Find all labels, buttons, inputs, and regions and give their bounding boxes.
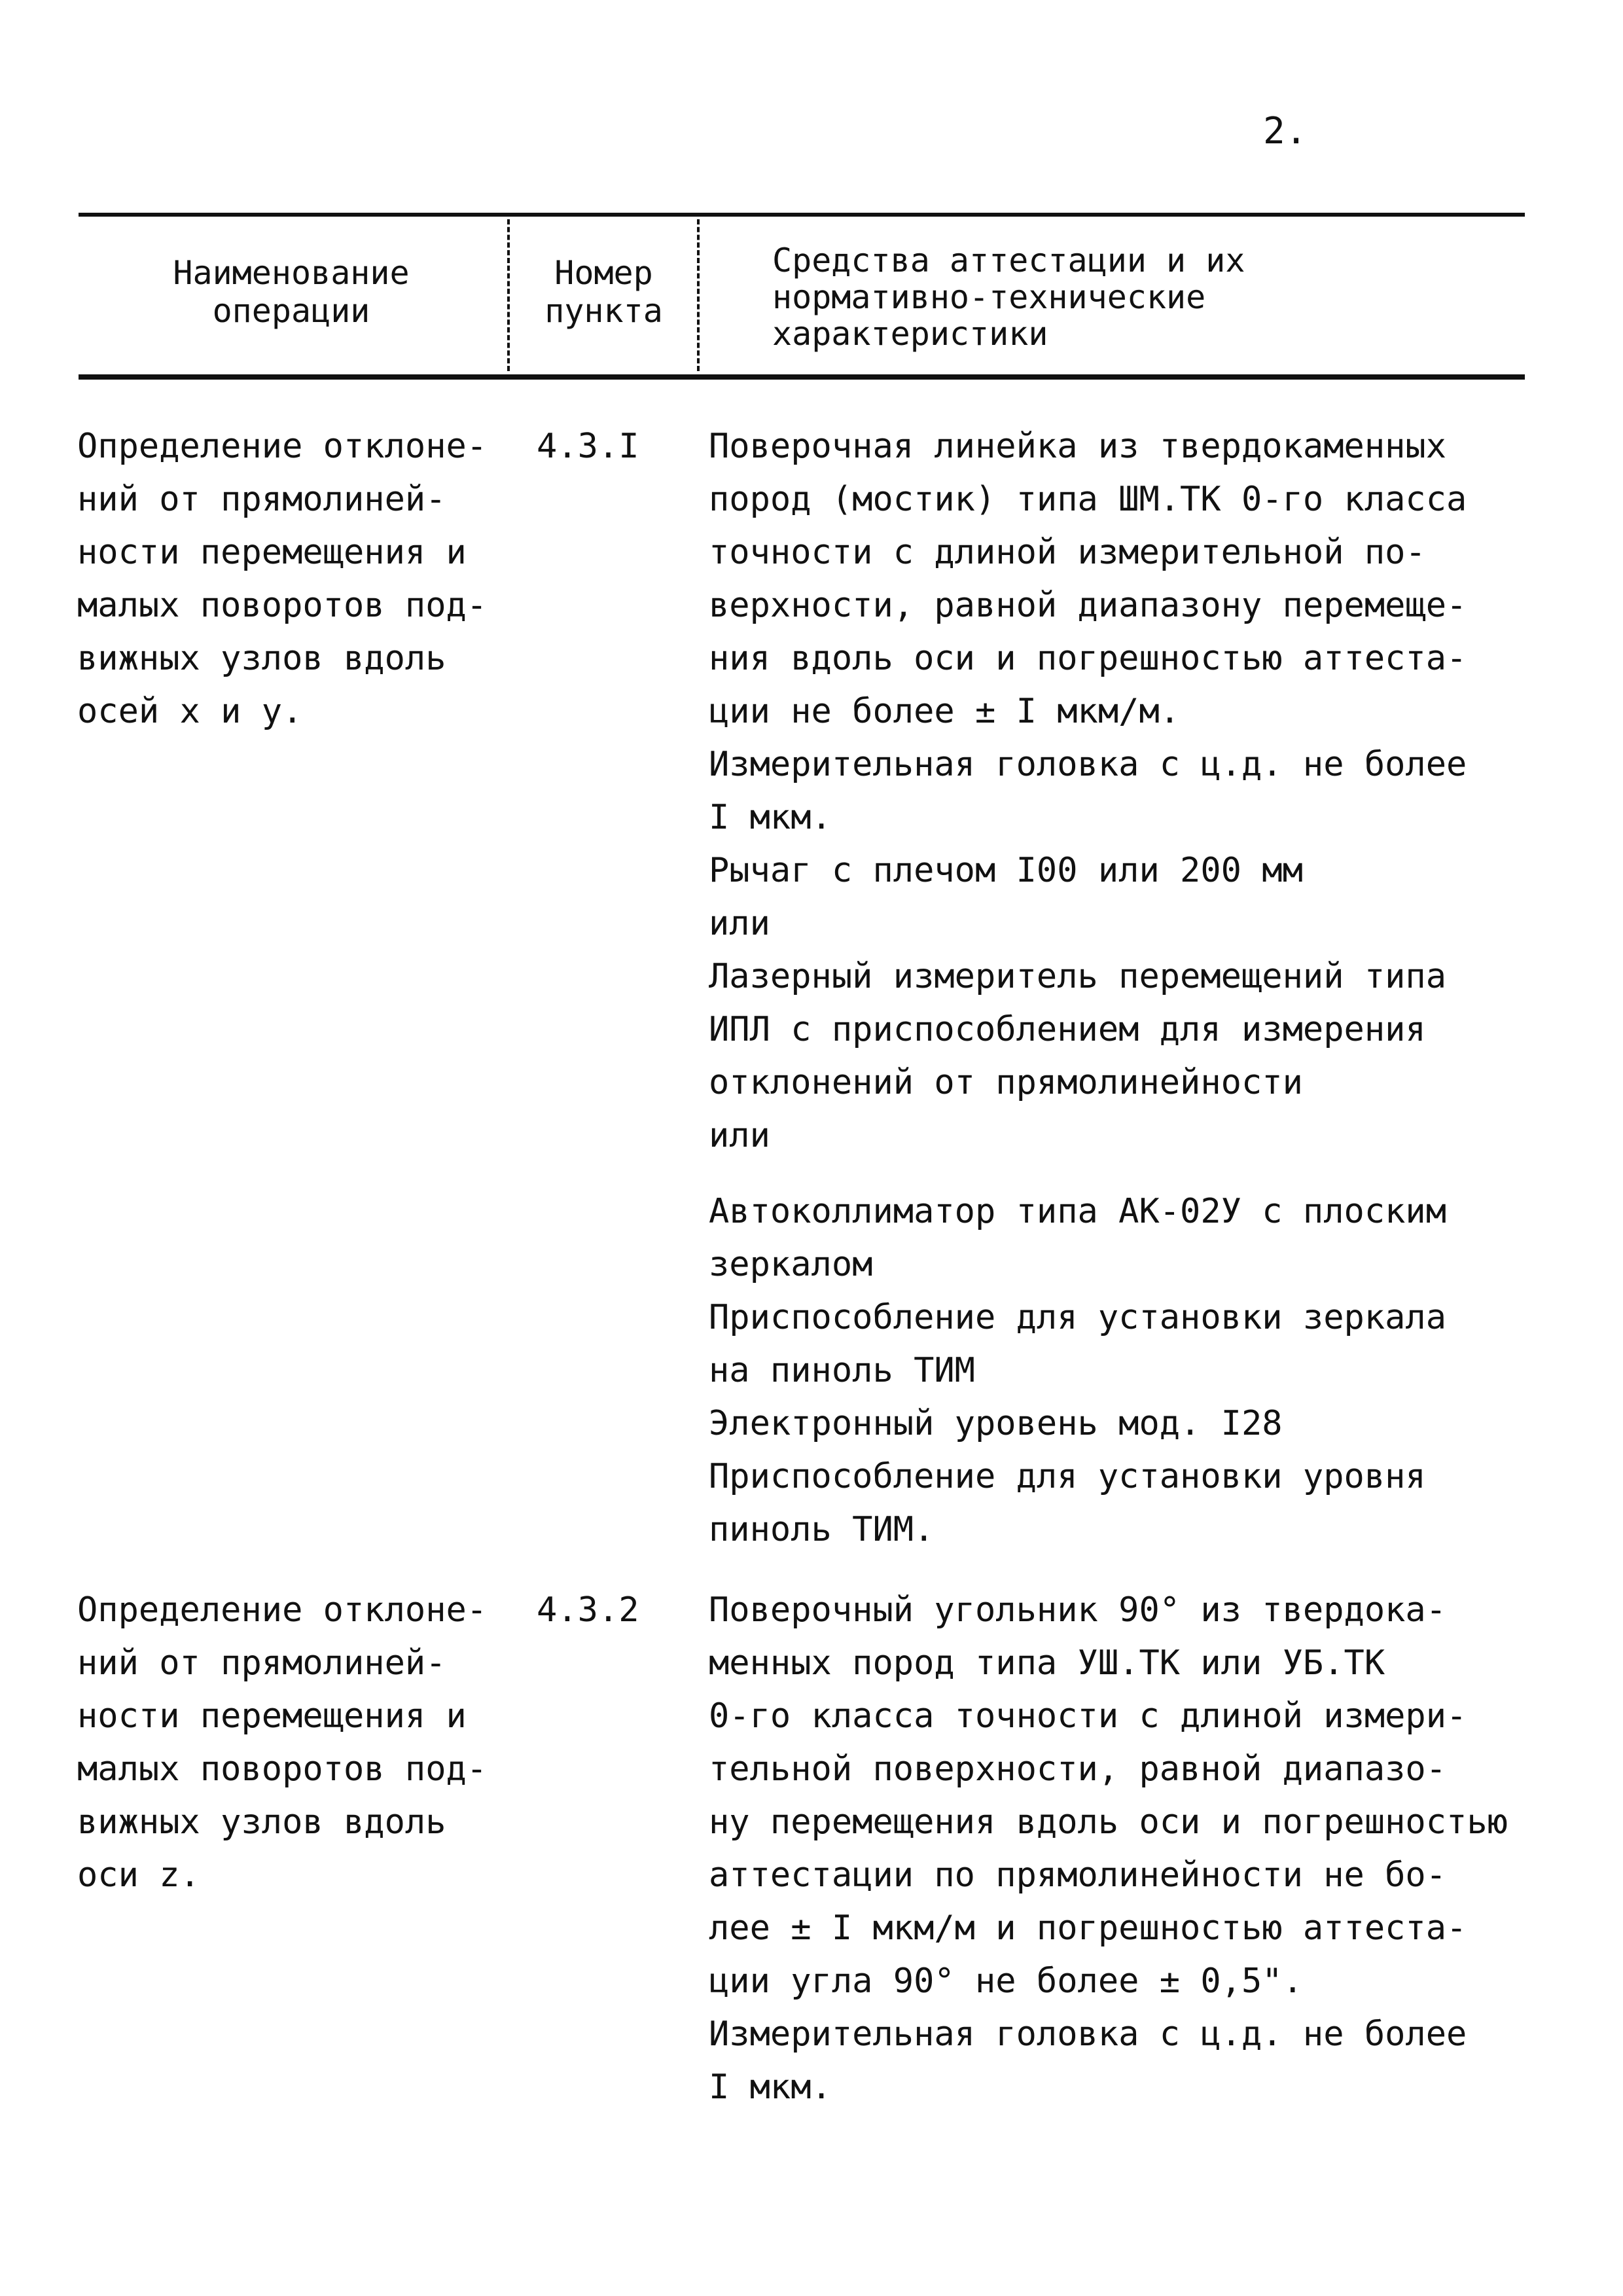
text-line: вижных узлов вдоль <box>77 639 446 678</box>
text-line: Автоколлиматор типа АК-02У с плоским <box>709 1192 1447 1231</box>
text-line: ну перемещения вдоль оси и погрешностью <box>709 1803 1508 1842</box>
text-line: Приспособление для установки уровня <box>709 1457 1426 1496</box>
text-line: Электронный уровень мод. I28 <box>709 1404 1283 1443</box>
text-line: ИПЛ с приспособлением для измерения <box>709 1010 1426 1049</box>
page-number: 2. <box>1263 110 1308 152</box>
text-line: Лазерный измеритель перемещений типа <box>709 957 1447 996</box>
header-column-separator <box>697 219 700 371</box>
text-line: Измерительная головка с ц.д. не более <box>709 745 1467 784</box>
table-top-rule <box>79 213 1525 217</box>
text-line: Поверочная линейка из твердокаменных <box>709 427 1447 466</box>
text-line: или <box>709 1116 770 1155</box>
text-line: Рычаг с плечом I00 или 200 мм <box>709 851 1303 890</box>
text-line: Поверочный угольник 90° из твердока- <box>709 1590 1447 1630</box>
text-line: оси z. <box>77 1856 200 1895</box>
text-line: I мкм. <box>709 798 832 837</box>
header-column-separator <box>507 219 510 371</box>
clause-number-cell: 4.3.2 <box>537 1590 639 1630</box>
clause-number-cell: 4.3.I <box>537 427 639 466</box>
text-line: зеркалом <box>709 1245 873 1284</box>
header-bottom-rule <box>79 374 1525 380</box>
text-line: ции угла 90° не более ± 0,5". <box>709 1962 1303 2001</box>
text-line: малых поворотов под- <box>77 586 488 625</box>
text-line: 0-го класса точности с длиной измери- <box>709 1696 1467 1736</box>
header-line: нормативно-технические <box>772 278 1206 316</box>
text-line: I мкм. <box>709 2068 832 2107</box>
text-line: осей x и y. <box>77 692 303 731</box>
text-line: Определение отклоне- <box>77 427 488 466</box>
text-line: или <box>709 904 770 943</box>
text-line: точности с длиной измерительной по- <box>709 533 1426 572</box>
text-line: на пиноль ТИМ <box>709 1351 975 1390</box>
text-line: ности перемещения и <box>77 533 467 572</box>
operation-name-cell <box>77 1584 487 1902</box>
text-line: пиноль ТИМ. <box>709 1510 935 1549</box>
header-line: характеристики <box>772 315 1048 353</box>
text-line: отклонений от прямолинейности <box>709 1063 1303 1102</box>
header-clause-number <box>524 254 684 330</box>
paragraph-gap <box>709 1162 1467 1185</box>
text-line: вижных узлов вдоль <box>77 1803 446 1842</box>
text-line: верхности, равной диапазону перемеще- <box>709 586 1467 625</box>
text-line: менных пород типа УШ.ТК или УБ.ТК <box>709 1643 1385 1683</box>
certification-means-cell <box>709 420 1467 1556</box>
header-line: Номер <box>554 254 653 292</box>
header-line: операции <box>212 292 370 330</box>
text-line: малых поворотов под- <box>77 1749 488 1789</box>
header-line: пункта <box>544 292 663 330</box>
text-line: пород (мостик) типа ШМ.ТК 0-го класса <box>709 480 1467 519</box>
header-line: Средства аттестации и их <box>772 242 1245 279</box>
operation-name-cell <box>77 420 487 738</box>
text-line: тельной поверхности, равной диапазо- <box>709 1749 1447 1789</box>
header-operation-name <box>92 254 491 330</box>
text-line: ний от прямолиней- <box>77 1643 446 1683</box>
text-line: Измерительная головка с ц.д. не более <box>709 2015 1467 2054</box>
header-certification-means <box>772 242 1492 352</box>
text-line: Приспособление для установки зеркала <box>709 1298 1447 1337</box>
header-line: Наименование <box>173 254 410 292</box>
certification-means-cell <box>709 1584 1508 2114</box>
text-line: ности перемещения и <box>77 1696 467 1736</box>
text-line: ции не более ± I мкм/м. <box>709 692 1181 731</box>
text-line: аттестации по прямолинейности не бо- <box>709 1856 1447 1895</box>
text-line: лее ± I мкм/м и погрешностью аттеста- <box>709 1909 1467 1948</box>
text-line: Определение отклоне- <box>77 1590 488 1630</box>
text-line: ния вдоль оси и погрешностью аттеста- <box>709 639 1467 678</box>
text-line: ний от прямолиней- <box>77 480 446 519</box>
